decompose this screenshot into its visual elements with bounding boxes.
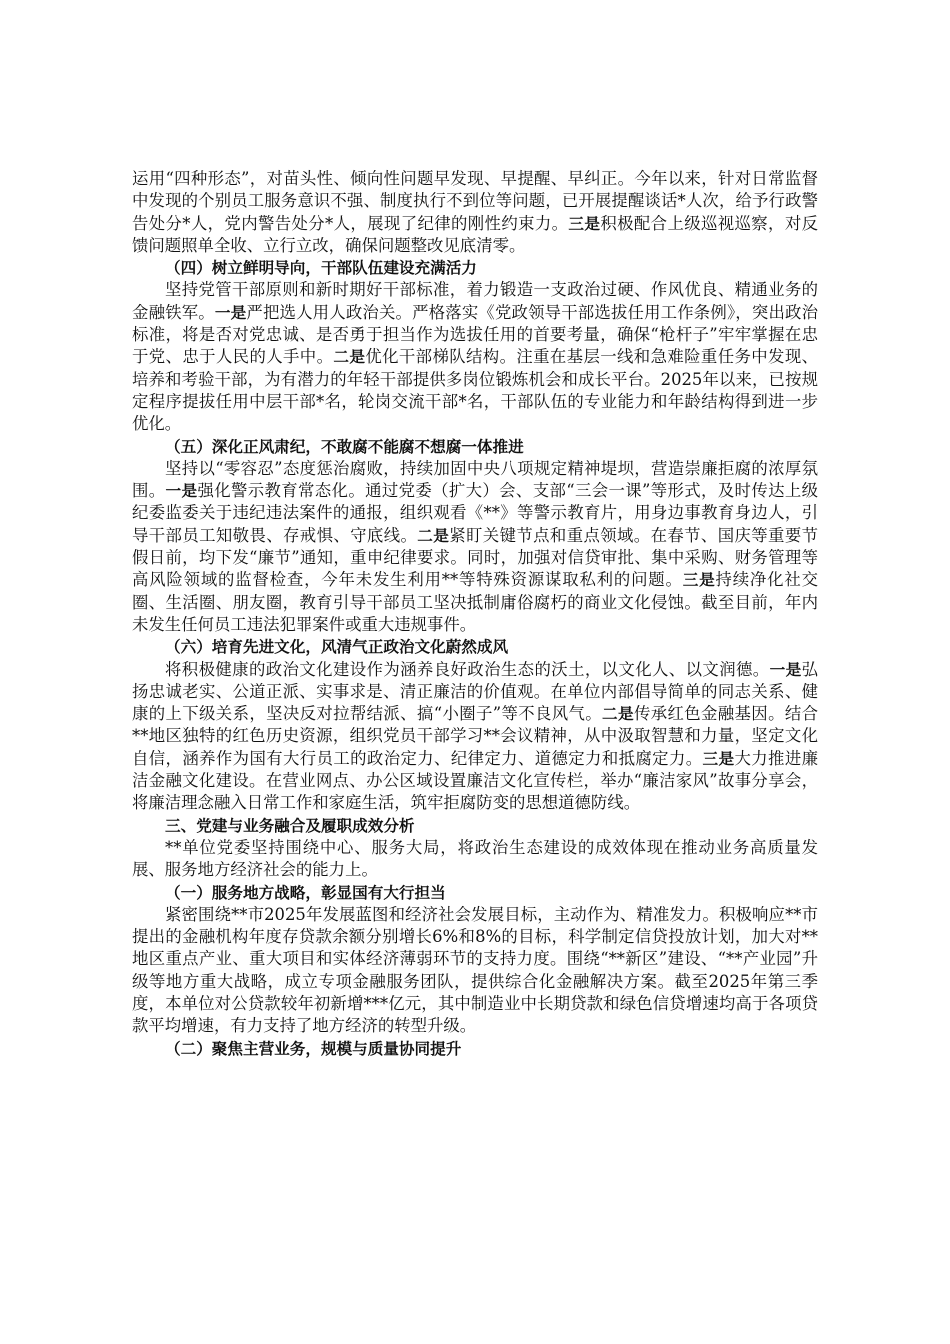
paragraph-text: 紧盯关键节点和重点领域。在春节、国庆等重要节假日前，均下发“廉节”通知，重申纪律要求。同时，加强对信贷审批、集中采购、财务管理等高风险领域的监督检查，今年未发生利用**等特殊资源谋取私利的问题。: [132, 525, 818, 590]
document-page: [132, 168, 818, 1060]
paragraph-text: 坚持以“零容忍”态度惩治腐败，持续加固中央八项规定精神堤坝，营造崇廉拒腐的浓厚氛围。: [132, 458, 818, 501]
paragraph: **单位党委坚持围绕中心、服务大局，将政治生态建设的成效体现在推动业务高质量发展、服务地方经济社会的能力上。: [132, 837, 818, 880]
paragraph-text: 优化干部梯队结构。注重在基层一线和急难险重任务中发现、培养和考验干部，为有潜力的年轻干部提供多岗位锻炼机会和成长平台。2025年以来，已按规定程序提拔任用中层干部*名，轮岗交流干部*名，干部队伍的专业能力和年龄结构得到进一步优化。: [132, 347, 818, 434]
paragraph-text: 持续净化社交圈、生活圈、朋友圈，教育引导干部员工坚决抵制庸俗腐朽的商业文化侵蚀。截至目前，年内未发生任何员工违法犯罪案件或重大违规事件。: [132, 570, 818, 634]
paragraph: [132, 279, 818, 435]
emphasis-text: 二是: [602, 705, 634, 724]
section-heading-6: （六）培育先进文化，风清气正政治文化蔚然成风: [165, 638, 509, 657]
paragraph: [132, 659, 818, 815]
paragraph-text: 严把选人用人政治关。严格落实《党政领导干部选拔任用工作条例》，突出政治标准，将是否对党忠诚、是否勇于担当作为选拔任用的首要考量，确保“枪杆子”牢牢掌握在忠于党、忠于人民的人手中。: [132, 302, 818, 367]
section-heading-3-2: （二）聚焦主营业务，规模与质量协同提升: [165, 1039, 462, 1058]
paragraph-text: 大力推进廉洁金融文化建设。在营业网点、办公区域设置廉洁文化宣传栏，举办“廉洁家风”故事分享会，将廉洁理念融入日常工作和家庭生活，筑牢拒腐防变的思想道德防线。: [132, 748, 818, 813]
emphasis-text: 二是: [417, 526, 450, 545]
chapter-heading-3: 三、党建与业务融合及履职成效分析: [165, 816, 415, 835]
paragraph-text: 将积极健康的政治文化建设作为涵养良好政治生态的沃土，以文化人、以文润德。: [165, 659, 770, 679]
paragraph-text: 运用“四种形态”，对苗头性、倾向性问题早发现、早提醒、早纠正。今年以来，针对日常监督中发现的个别员工服务意识不强、制度执行不到位等问题，已开展提醒谈话*人次，给予行政警告处分*人，党内警告处分*人，展现了纪律的刚性约束力。: [132, 169, 818, 233]
emphasis-text: 二是: [333, 348, 366, 367]
section-heading-4: （四）树立鲜明导向，干部队伍建设充满活力: [165, 259, 477, 278]
section-heading-5: （五）深化正风肃纪，不敢腐不能腐不想腐一体推进: [165, 437, 524, 456]
paragraph-text: 弘扬忠诚老实、公道正派、实事求是、清正廉洁的价值观。在单位内部倡导简单的同志关系、健康的上下级关系，坚决反对拉帮结派、搞“小圈子”等不良风气。: [132, 659, 818, 724]
emphasis-text: 一是: [165, 482, 198, 501]
paragraph-text: 坚持党管干部原则和新时期好干部标准，着力锻造一支政治过硬、作风优良、精通业务的金融铁军。: [132, 280, 818, 322]
emphasis-text: 三是: [568, 214, 601, 233]
paragraph-text: 传承红色金融基因。结合**地区独特的红色历史资源，组织党员干部学习**会议精神，从中汲取智慧和力量，坚定文化自信，涵养作为国有大行员工的政治定力、纪律定力、道德定力和抵腐定力。: [132, 704, 818, 768]
paragraph: [132, 168, 818, 257]
emphasis-text: 一是: [214, 303, 247, 322]
paragraph-text: 强化警示教育常态化。通过党委（扩大）会、支部“三会一课”等形式，及时传达上级纪委监委关于违纪违法案件的通报，组织观看《**》等警示教育片，用身边事教育身边人，引导干部员工知敬畏、存戒惧、守底线。: [132, 481, 818, 545]
paragraph: 紧密围绕**市2025年发展蓝图和经济社会发展目标，主动作为、精准发力。积极响应**市提出的金融机构年度存贷款余额分别增长6%和8%的目标，科学制定信贷投放计划，加大对**地区重点产业、重大项目和实体经济薄弱环节的支持力度。围绕“**新区”建设、“**产业园”升级等地方重大战略，成立专项金融服务团队，提供综合化金融解决方案。截至2025年第三季度，本单位对公贷款较年初新增***亿元，其中制造业中长期贷款和绿色信贷增速均高于各项贷款平均增速，有力支持了地方经济的转型升级。: [132, 904, 818, 1036]
paragraph: [132, 458, 818, 636]
emphasis-text: 一是: [769, 660, 802, 679]
emphasis-text: 三是: [682, 571, 716, 590]
emphasis-text: 三是: [702, 749, 735, 768]
section-heading-3-1: （一）服务地方战略，彰显国有大行担当: [165, 883, 446, 902]
paragraph-text: 积极配合上级巡视巡察，对反馈问题照单全收、立行立改，确保问题整改见底清零。: [132, 213, 818, 255]
